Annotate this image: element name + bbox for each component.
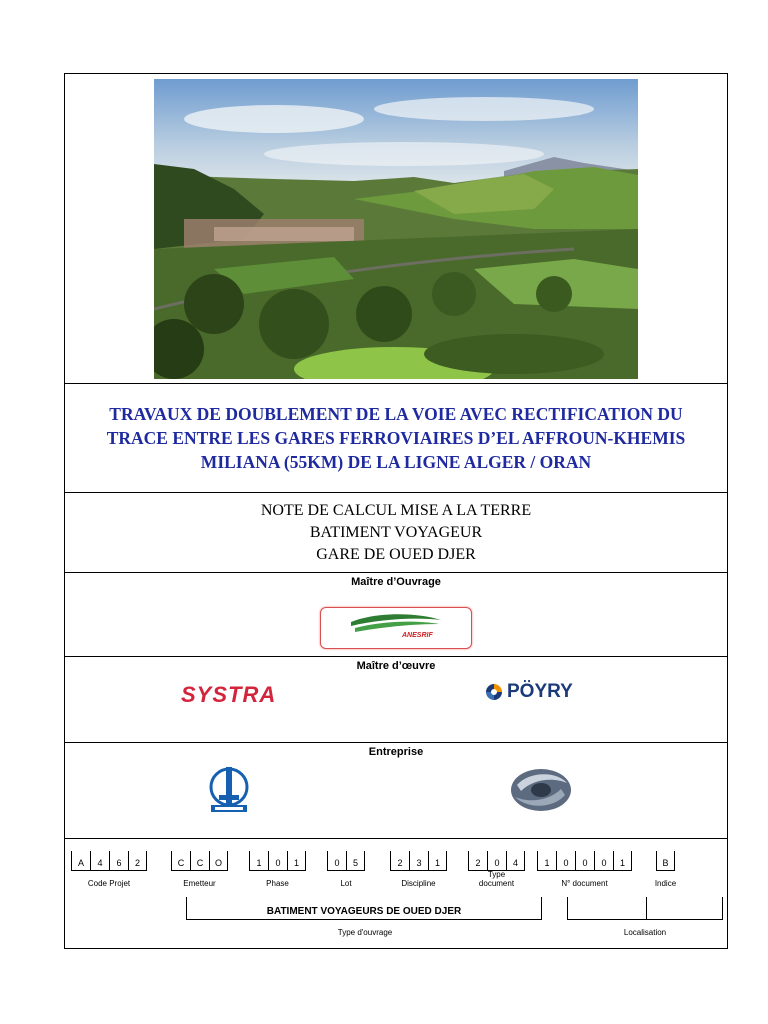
code-char-box: 2 [128, 851, 147, 871]
code-char-box: B [656, 851, 675, 871]
code-group-label: Discipline [401, 879, 436, 888]
systra-logo: SYSTRA [181, 682, 277, 707]
localisation-label: Localisation [623, 928, 667, 937]
code-char-box: 4 [506, 851, 525, 871]
code-group-label: N° document [561, 879, 608, 888]
poyry-logo [485, 681, 573, 703]
code-group [468, 851, 525, 871]
note-line-2: BATIMENT VOYAGEUR [309, 524, 483, 541]
code-char-box: 1 [428, 851, 447, 871]
code-char-box: A [71, 851, 90, 871]
code-group-label: Type document [478, 870, 515, 888]
entreprise-section [65, 743, 727, 839]
code-group-label: Indice [654, 879, 677, 888]
entreprise-swirl-logo-icon [509, 767, 573, 813]
note-line-3: GARE DE OUED DJER [316, 546, 476, 563]
code-char-box: 2 [468, 851, 487, 871]
codification-section [65, 839, 727, 948]
code-group-label: Lot [340, 879, 352, 888]
code-char-box: 6 [109, 851, 128, 871]
code-char-box: 4 [90, 851, 109, 871]
code-char-box: 0 [487, 851, 506, 871]
code-group-label: Code Projet [87, 879, 131, 888]
poyry-logo-text: PÖYRY [507, 681, 573, 702]
code-char-box: C [171, 851, 190, 871]
code-group [171, 851, 228, 871]
code-char-box: 1 [537, 851, 556, 871]
code-group [390, 851, 447, 871]
code-group [71, 851, 147, 871]
localisation-box [567, 897, 723, 920]
code-char-box: 0 [556, 851, 575, 871]
code-group [656, 851, 675, 871]
code-char-box: 0 [594, 851, 613, 871]
code-char-box: C [190, 851, 209, 871]
code-group-label: Emetteur [183, 879, 216, 888]
note-line-1: NOTE DE CALCUL MISE A LA TERRE [260, 502, 532, 519]
code-group [249, 851, 306, 871]
code-char-box: 0 [268, 851, 287, 871]
anesrif-swoosh-icon [321, 608, 471, 648]
maitre-ouvrage-label: Maître d’Ouvrage [351, 576, 441, 588]
code-char-box: O [209, 851, 228, 871]
anesrif-logo [320, 607, 472, 649]
title-section [65, 384, 727, 493]
code-char-box: 5 [346, 851, 365, 871]
code-group [537, 851, 632, 871]
code-char-box: 3 [409, 851, 428, 871]
landscape-photo [154, 79, 638, 379]
project-title: TRAVAUX DE DOUBLEMENT DE LA VOIE AVEC RECTIFICATION DU TRACE ENTRE LES GARES FERROVIAIRES D’EL AFFROUN-KHEMIS MILIANA (55KM) DE LA LIGNE ALGER / ORAN [106, 404, 686, 472]
maitre-ouvrage-section [65, 573, 727, 657]
type-ouvrage-label: Type d'ouvrage [337, 928, 393, 937]
code-char-box: 2 [390, 851, 409, 871]
photo-section [65, 74, 727, 384]
type-ouvrage-box: BATIMENT VOYAGEURS DE OUED DJER [186, 897, 542, 920]
maitre-oeuvre-label: Maître d’œuvre [356, 660, 436, 672]
anesrif-logo-text: ANESRIF [402, 632, 433, 639]
note-section [65, 493, 727, 573]
poyry-swirl-icon [485, 683, 503, 701]
code-char-box: 0 [575, 851, 594, 871]
code-group [327, 851, 365, 871]
entreprise-label: Entreprise [368, 746, 424, 758]
localisation-divider [646, 897, 647, 919]
maitre-oeuvre-section [65, 657, 727, 743]
code-char-box: 1 [613, 851, 632, 871]
cccc-logo-icon [205, 765, 253, 817]
code-group-label: Phase [266, 879, 289, 888]
cover-frame [64, 73, 728, 949]
code-char-box: 0 [327, 851, 346, 871]
code-char-box: 1 [249, 851, 268, 871]
code-char-box: 1 [287, 851, 306, 871]
